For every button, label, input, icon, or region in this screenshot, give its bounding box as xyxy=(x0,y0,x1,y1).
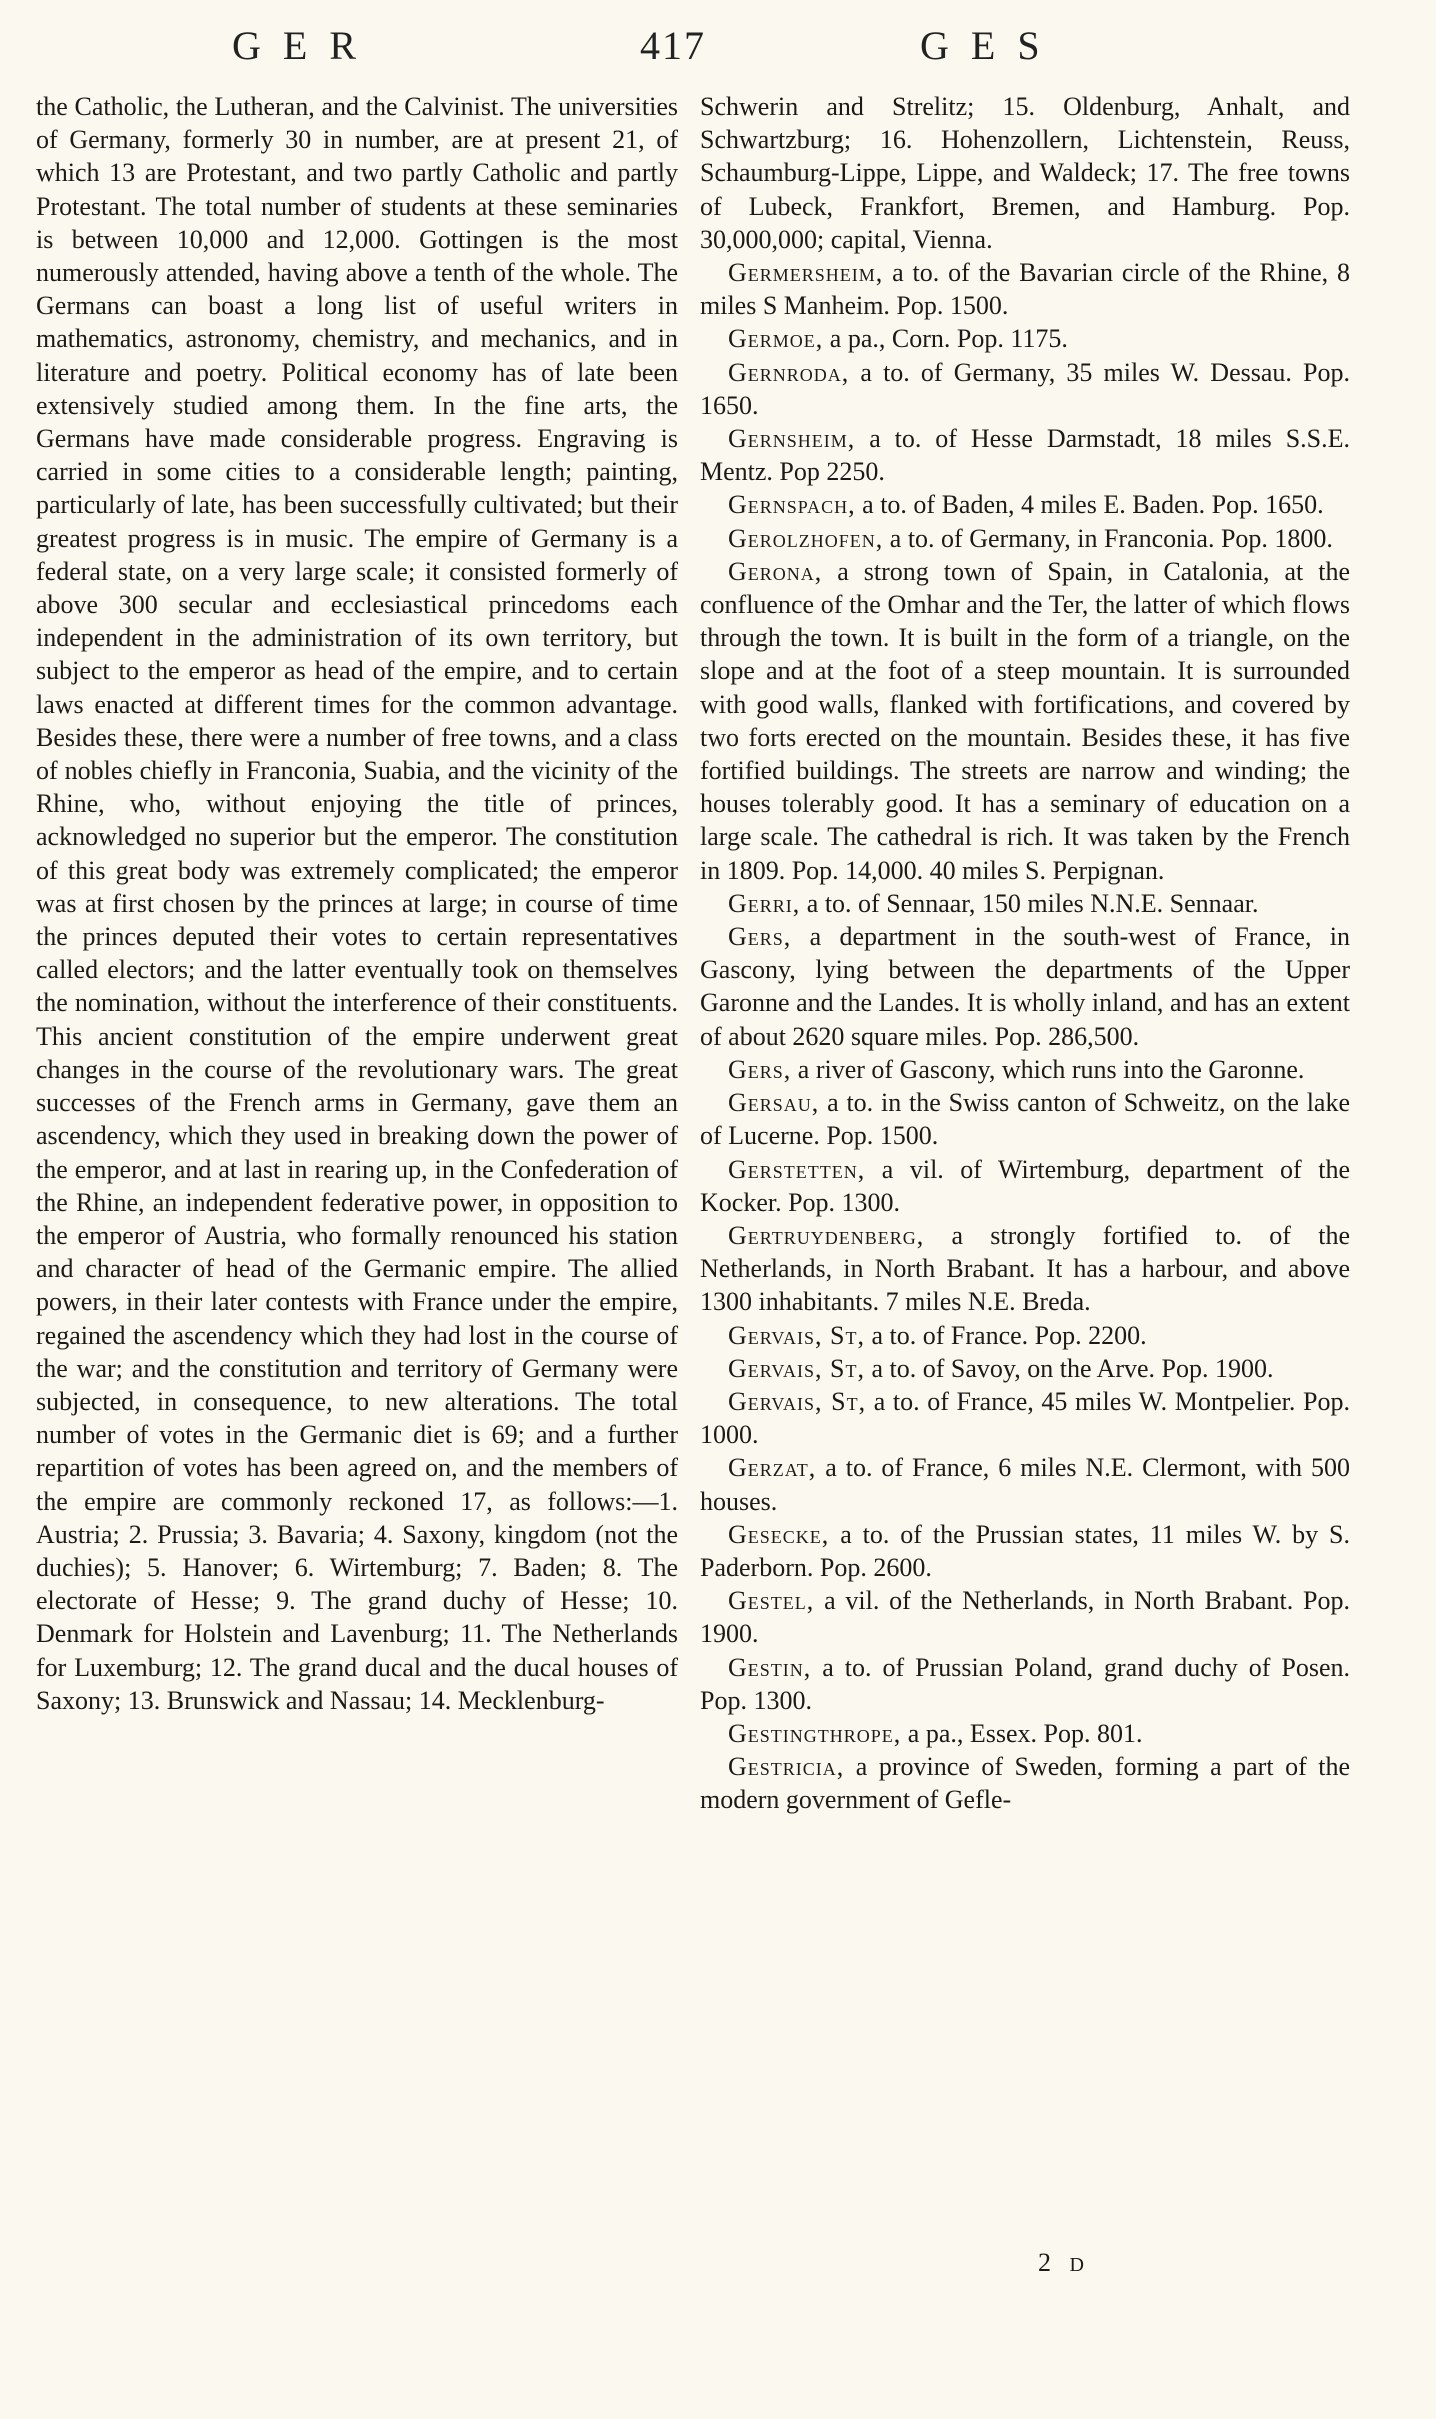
entry-headword: Gerolzhofen, xyxy=(728,523,884,553)
entry-headword: Gestin, xyxy=(728,1652,812,1682)
entry-text: a to. in the Swiss canton of Schweitz, on the lake of Lucerne. Pop. 1500. xyxy=(700,1088,1350,1151)
entry-headword: Gervais, St, xyxy=(728,1386,867,1416)
entry-headword: Gers, xyxy=(728,1054,792,1084)
gazetteer-entry xyxy=(700,1352,1350,1385)
gazetteer-entry xyxy=(700,1518,1350,1584)
entry-headword: Gerona, xyxy=(728,556,823,586)
entry-headword: Gernspach, xyxy=(728,490,856,520)
entry-text: a to. of Savoy, on the Arve. Pop. 1900. xyxy=(864,1353,1274,1383)
gazetteer-entry xyxy=(700,1717,1350,1750)
entry-headword: Gerzat, xyxy=(728,1453,817,1483)
germany-article-continuation: the Catholic, the Lutheran, and the Calvinist. The universities of Germany, formerly 30 in number, are at present 21, of which 13 are Protestant, and two partly Catholic and partly Protestant. The total number of students at these seminaries is between 10,000 and 12,000. Gottingen is the most numerously attended, having above a tenth of the whole. The Germans can boast a long list of useful writers in mathematics, astronomy, chemistry, and mechanics, and in literature and poetry. Political economy has of late been extensively studied among them. In the fine arts, the Germans have made considerable progress. Engraving is carried in some cities to a considerable length; painting, particularly of late, has been successfully cultivated; but their greatest progress is in music. The empire of Germany is a federal state, on a very large scale; it consisted formerly of above 300 secular and ecclesiastical princedoms each independent in the administration of its own territory, but subject to the emperor as head of the empire, and to certain laws enacted at different times for the common advantage. Besides these, there were a number of free towns, and a class of nobles chiefly in Franconia, Suabia, and the vicinity of the Rhine, who, without enjoying the title of princes, acknowledged no superior but the emperor. The constitution of this great body was extremely complicated; the emperor was at first chosen by the princes at large; in course of time the princes deputed their votes to certain representatives called electors; and the latter eventually took on themselves the nomination, without the interference of their constituents. This ancient constitution of the empire underwent great changes in the course of the revolutionary wars. The great successes of the French arms in Germany, gave them an ascendency, which they used in breaking down the power of the emperor, and at last in rearing up, in the Confederation of the Rhine, an independent federative power, in opposition to the emperor of Austria, who formally renounced his station and character of head of the Germanic empire. The allied powers, in their later contests with France under the empire, regained the ascendency which they had lost in the course of the war; and the constitution and territory of Germany were subjected, in consequence, to new alterations. The total number of votes in the Germanic diet is 69; and a further repartition of votes has been agreed on, and the members of the empire are commonly reckoned 17, as follows:—1. Austria; 2. Prussia; 3. Bavaria; 4. Saxony, kingdom (not the duchies); 5. Hanover; 6. Wirtemburg; 7. Baden; 8. The electorate of Hesse; 9. The grand duchy of Hesse; 10. Denmark for Holstein and Lavenburg; 11. The Netherlands for Luxemburg; 12. The grand ducal and the ducal houses of Saxony; 13. Brunswick and Nassau; 14. Mecklenburg- xyxy=(36,92,678,1715)
entry-text: a province of Sweden, forming a part of the modern government of Gefle- xyxy=(700,1752,1350,1815)
entry-text: a to. of the Bavarian circle of the Rhine, 8 miles S Manheim. Pop. 1500. xyxy=(700,258,1350,321)
signature-number: 2 xyxy=(1038,2248,1057,2277)
page-number: 417 xyxy=(640,23,706,68)
gazetteer-entry xyxy=(700,356,1350,422)
entry-headword: Gernsheim, xyxy=(728,424,856,454)
entry-headword: Germersheim, xyxy=(728,258,884,288)
entry-headword: Gestel, xyxy=(728,1586,815,1616)
gazetteer-entry xyxy=(700,1651,1350,1717)
gazetteer-entry xyxy=(700,1153,1350,1219)
gazetteer-entry xyxy=(700,488,1350,521)
entry-text: a department in the south-west of France, in Gascony, lying between the departments of the Upper Garonne and the Landes. It is wholly inland, and has an extent of about 2620 square miles. Pop. 286,500. xyxy=(700,922,1350,1051)
entry-text: a pa., Essex. Pop. 801. xyxy=(901,1718,1143,1748)
gazetteer-entry xyxy=(700,1219,1350,1319)
entry-text: a to. of France, 6 miles N.E. Clermont, with 500 houses. xyxy=(700,1453,1350,1516)
entry-headword: Gernroda, xyxy=(728,357,850,387)
gazetteer-entry xyxy=(700,1053,1350,1086)
gazetteer-entry xyxy=(700,555,1350,887)
header-left-catchword: GER xyxy=(232,23,378,68)
gazetteer-entry xyxy=(700,1451,1350,1517)
gazetteer-entry xyxy=(700,1385,1350,1451)
entry-headword: Gestricia, xyxy=(728,1752,845,1782)
gazetteer-entry xyxy=(700,256,1350,322)
header-right-catchword: GES xyxy=(920,23,1062,68)
entry-text: a to. of Hesse Darmstadt, 18 miles S.S.E. Mentz. Pop 2250. xyxy=(700,424,1350,487)
entry-headword: Gersau, xyxy=(728,1088,820,1118)
entry-text: a to. of France, 45 miles W. Montpelier. Pop. 1000. xyxy=(700,1386,1350,1450)
entry-text: a river of Gascony, which runs into the Garonne. xyxy=(791,1054,1305,1084)
gazetteer-entry xyxy=(700,322,1350,355)
entry-text: a pa., Corn. Pop. 1175. xyxy=(823,324,1068,354)
entry-headword: Gesecke, xyxy=(728,1519,830,1549)
entry-headword: Gerri, xyxy=(728,888,801,918)
entry-headword: Gervais, St, xyxy=(728,1320,865,1350)
gazetteer-entry xyxy=(700,1750,1350,1816)
entry-text: a vil. of Wirtemburg, department of the Kocker. Pop. 1300. xyxy=(700,1154,1350,1217)
right-column xyxy=(700,90,1350,1817)
gazetteer-entry xyxy=(700,1086,1350,1152)
entry-headword: Gerstetten, xyxy=(728,1154,866,1184)
entry-text: a strong town of Spain, in Catalonia, at the confluence of the Omhar and the Ter, the latter of which flows through the town. It is built in the form of a triangle, on the slope and at the foot of a steep mountain. It is surrounded with good walls, flanked with fortifications, and covered by two forts erected on the mountain. Besides these, it has five fortified buildings. The streets are narrow and winding; the houses tolerably good. It has a seminary of education on a large scale. The cathedral is rich. It was taken by the French in 1809. Pop. 14,000. 40 miles S. Perpignan. xyxy=(700,556,1350,885)
gazetteer-entry xyxy=(700,1584,1350,1650)
running-header xyxy=(0,22,1436,78)
entry-headword: Gers, xyxy=(728,922,792,952)
gazetteer-entry xyxy=(700,920,1350,1053)
gazetteer-entry xyxy=(700,887,1350,920)
signature-mark xyxy=(1038,2248,1090,2278)
entry-text: a to. of Sennaar, 150 miles N.N.E. Sennaar. xyxy=(800,888,1259,918)
entry-headword: Gestingthrope, xyxy=(728,1718,902,1748)
entry-text: a to. of the Prussian states, 11 miles W. by S. Paderborn. Pop. 2600. xyxy=(700,1519,1350,1582)
entry-text: a to. of Germany, 35 miles W. Dessau. Pop. 1650. xyxy=(700,357,1350,420)
entry-text: a to. of Prussian Poland, grand duchy of Posen. Pop. 1300. xyxy=(700,1652,1350,1715)
entry-text: a strongly fortified to. of the Netherlands, in North Brabant. It has a harbour, and above 1300 inhabitants. 7 miles N.E. Breda. xyxy=(700,1220,1350,1317)
gazetteer-entry xyxy=(700,422,1350,488)
entry-text: a to. of France. Pop. 2200. xyxy=(864,1320,1147,1350)
left-column xyxy=(36,90,678,1717)
entry-text: a vil. of the Netherlands, in North Brabant. Pop. 1900. xyxy=(700,1586,1350,1649)
entry-text: a to. of Germany, in Franconia. Pop. 1800. xyxy=(883,523,1333,553)
gazetteer-entry xyxy=(700,1319,1350,1352)
gazetteer-entry xyxy=(700,522,1350,555)
entry-text: a to. of Baden, 4 miles E. Baden. Pop. 1650. xyxy=(855,490,1324,520)
entry-headword: Gervais, St, xyxy=(728,1353,865,1383)
germany-article-end: Schwerin and Strelitz; 15. Oldenburg, Anhalt, and Schwartzburg; 16. Hohenzollern, Lichtenstein, Reuss, Schaumburg-Lippe, Lippe, and Waldeck; 17. The free towns of Lubeck, Frankfort, Bremen, and Hamburg. Pop. 30,000,000; capital, Vienna. xyxy=(700,92,1350,254)
entry-headword: Germoe, xyxy=(728,324,824,354)
entry-headword: Gertruydenberg, xyxy=(728,1220,925,1250)
signature-letter: D xyxy=(1069,2254,1090,2276)
